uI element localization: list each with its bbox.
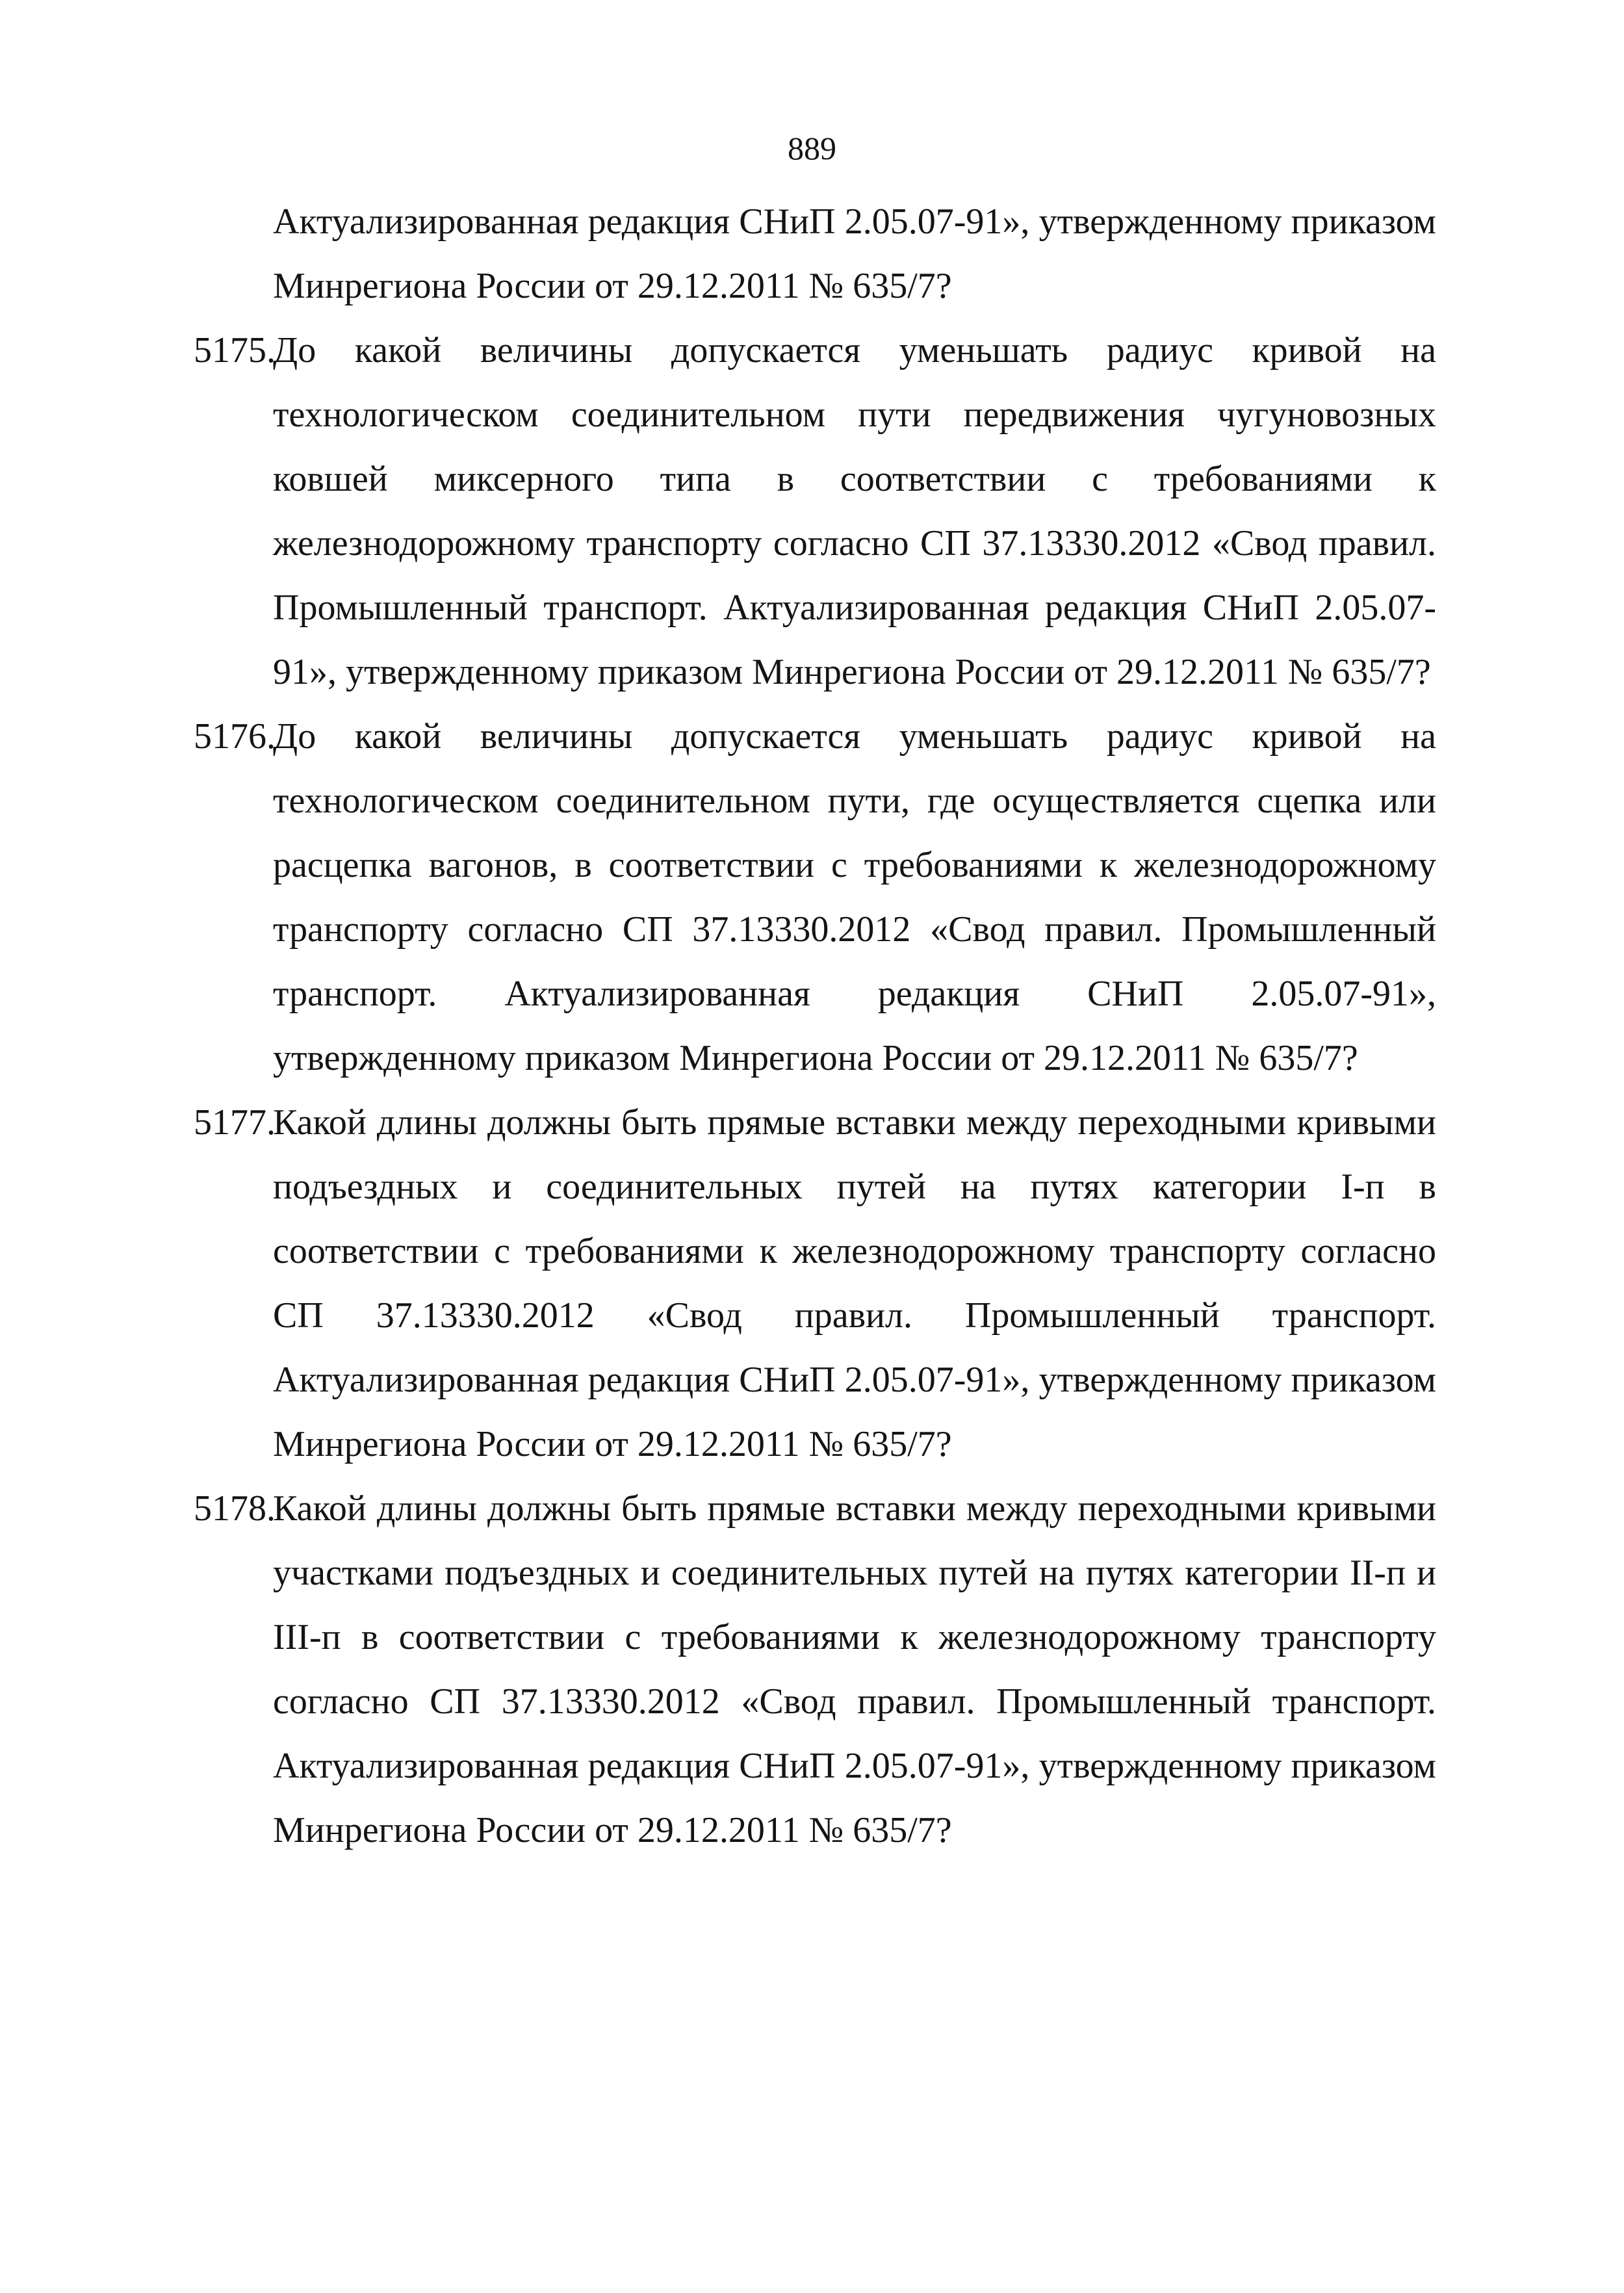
question-number: 5175. <box>194 330 276 370</box>
page-number: 889 <box>788 130 836 166</box>
question-number: 5176. <box>194 716 276 757</box>
question-number: 5178. <box>194 1488 276 1529</box>
continuation-paragraph: Актуализированная редакция СНиП 2.05.07-91», утвержденному приказом Минрегиона России от 29.12.2011 № 635/7? <box>273 201 1436 306</box>
question-item <box>194 318 1436 705</box>
question-item <box>194 705 1436 1091</box>
question-text: Какой длины должны быть прямые вставки между переходными кривыми участками подъездных и соединительных путей на путях категории II-п и III-п в соответствии с требованиями к железнодорожному транспорту согласно СП 37.13330.2012 «Свод правил. Промышленный транспорт. Актуализированная редакция СНиП 2.05.07-91», утвержденному приказом Минрегиона России от 29.12.2011 № 635/7? <box>273 1488 1436 1850</box>
question-number: 5177. <box>194 1102 276 1143</box>
question-item <box>194 1091 1436 1477</box>
document-body <box>194 190 1436 1863</box>
question-text: До какой величины допускается уменьшать радиус кривой на технологическом соединительном пути, где осуществляется сцепка или расцепка вагонов, в соответствии с требованиями к железнодорожному транспорту согласно СП 37.13330.2012 «Свод правил. Промышленный транспорт. Актуализированная редакция СНиП 2.05.07-91», утвержденному приказом Минрегиона России от 29.12.2011 № 635/7? <box>273 716 1436 1078</box>
question-item <box>194 1477 1436 1863</box>
question-text: Какой длины должны быть прямые вставки между переходными кривыми подъездных и соединительных путей на путях категории I-п в соответствии с требованиями к железнодорожному транспорту согласно СП 37.13330.2012 «Свод правил. Промышленный транспорт. Актуализированная редакция СНиП 2.05.07-91», утвержденному приказом Минрегиона России от 29.12.2011 № 635/7? <box>273 1102 1436 1464</box>
question-text: До какой величины допускается уменьшать радиус кривой на технологическом соединительном пути передвижения чугуновозных ковшей миксерного типа в соответствии с требованиями к железнодорожному транспорту согласно СП 37.13330.2012 «Свод правил. Промышленный транспорт. Актуализированная редакция СНиП 2.05.07-91», утвержденному приказом Минрегиона России от 29.12.2011 № 635/7? <box>273 330 1436 692</box>
